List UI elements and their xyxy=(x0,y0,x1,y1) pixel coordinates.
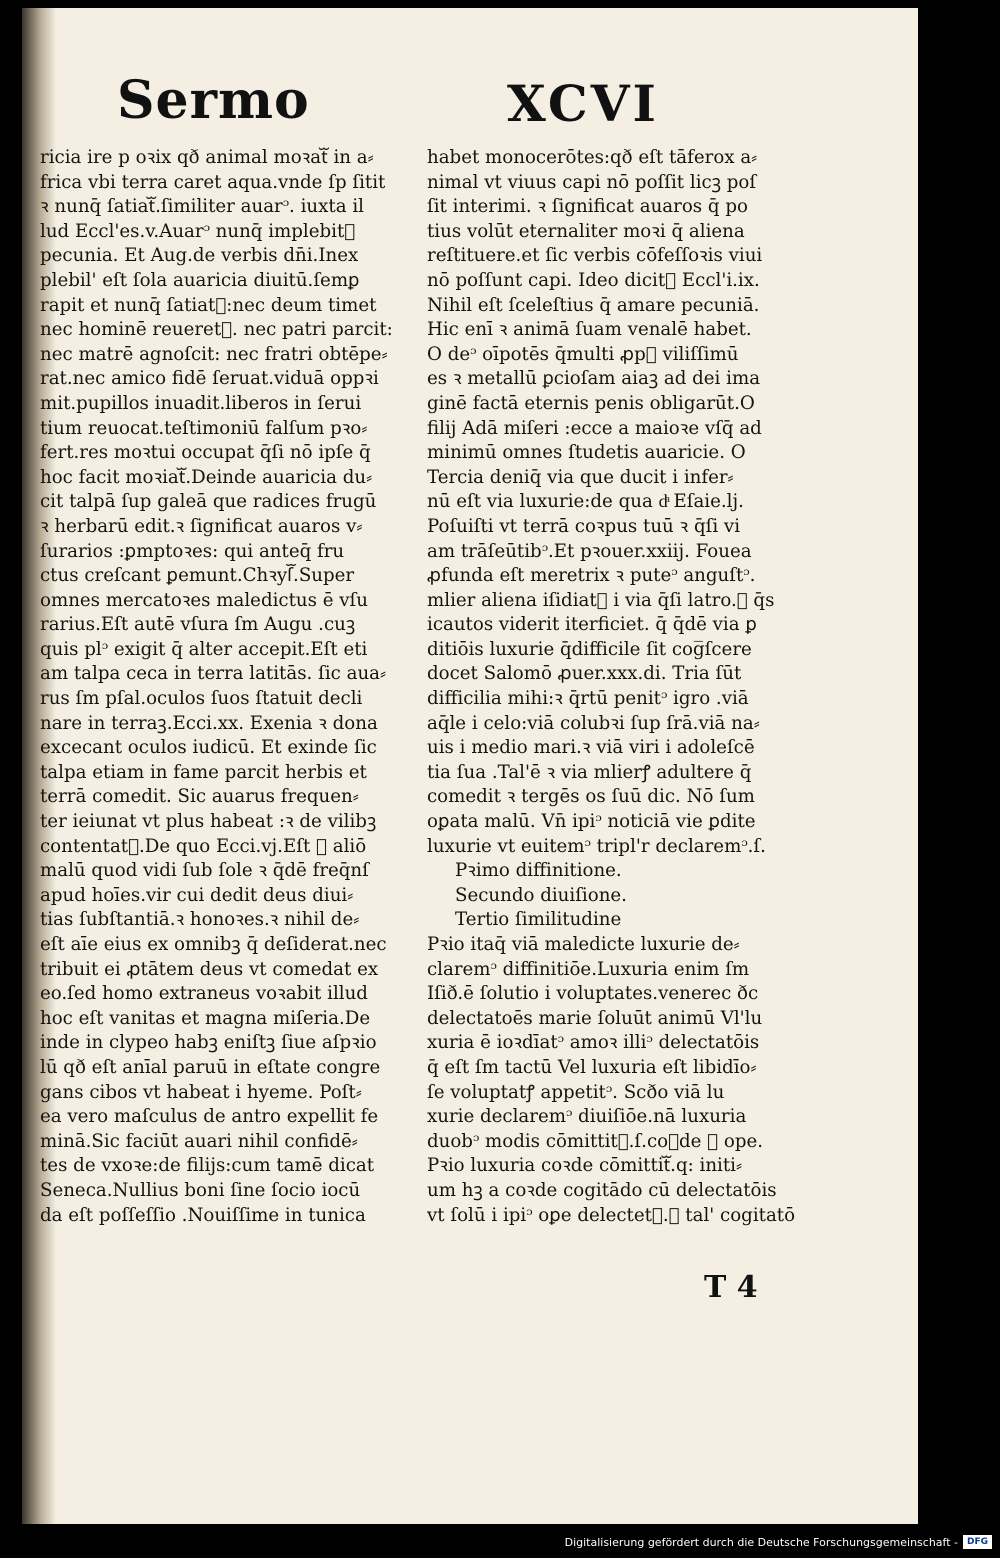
funding-footer xyxy=(565,1535,992,1549)
text-line: hoc facit moꝛiatᷓ.Deinde auaricia du⸗ xyxy=(40,466,373,488)
text-line: tius volūt eternaliter moꝛi q̄ aliena xyxy=(427,220,745,242)
text-line: rat.nec amico fidē ſeruat.viduā oppꝛi xyxy=(40,368,379,390)
text-line: minimū omnes ſtudetis auaricie. O xyxy=(427,442,746,464)
text-line: um hꝫ a coꝛde cogitādo cū delectatōis xyxy=(427,1179,777,1201)
running-head-title: Sermo xyxy=(117,70,310,131)
text-line: delectatoēs marie ſoluūt animū Vl'lu xyxy=(427,1007,763,1029)
text-line: talpa etiam in fame parcit herbis et xyxy=(40,761,367,783)
text-line: icautos viderit iterficiet. q̄ q̄dē via ꝑ xyxy=(427,614,757,636)
text-line: nimal vt viuus capi nō poſſit licꝫ poſ xyxy=(427,171,757,193)
text-line: oꝑata malū. Vn̄ ipiᵓ noticiā vie ꝑdite xyxy=(427,811,756,833)
text-line: es ꝛ metallū ꝑcioſam aiaꝫ ad dei ima xyxy=(427,368,761,390)
text-line: minā.Sic faciūt auari nihil confidē⸗ xyxy=(40,1130,358,1152)
text-line: terrā comedit. Sic auarus frequen⸗ xyxy=(40,786,359,808)
text-line: Poſuiſti vt terrā coꝛpus tuū ꝛ q̄ſi vi xyxy=(427,515,741,537)
text-line: lū qð eſt anīal paruū in eſtate congre xyxy=(40,1056,381,1078)
text-line: tes de vxoꝛe:de filijs:cum tamē dicat xyxy=(40,1155,375,1177)
text-line: ctus creſcant ꝑemunt.Chꝛyſᷓ.Super xyxy=(40,565,355,587)
text-line: nec matrē agnoſcit: nec fratri obtēpe⸗ xyxy=(40,343,388,365)
text-line: aq̄le i celo:viā colubꝛi ſup ſrā.viā na⸗ xyxy=(427,712,760,734)
text-line: ſe voluptatꝭ appetitᵓ. Scðo viā lu xyxy=(427,1081,725,1103)
text-line: hoc eſt vanitas et magna miſeria.De xyxy=(40,1007,371,1029)
text-line: nec hominē reueretᷓ. nec patri parcit: xyxy=(40,319,393,341)
text-line: cit talpā ſup galeā que radices frugū xyxy=(40,491,377,513)
text-line: ditiōis luxurie q̄difficile ſit cog̅ſcere xyxy=(427,638,752,660)
text-line: Tercia deniq̄ via que ducit i infer⸗ xyxy=(427,466,734,488)
text-line: ea vero maſculus de antro expellit fe xyxy=(40,1106,379,1128)
text-line: ſit interimi. ꝛ ſignificat auaros q̄ po xyxy=(427,196,748,218)
text-line: malū quod vidi ſub ſole ꝛ q̄dē freq̄nſ xyxy=(40,860,369,882)
text-line: inde in clypeo habꝫ eniſtꝫ ſiue aſpꝛio xyxy=(40,1032,377,1054)
text-line: Pꝛio itaq̄ viā maledicte luxurie de⸗ xyxy=(427,934,740,955)
text-line: vt ſolū i ipiᵓ oꝑe delectetᷓ.ꝛ tal' cogitatō xyxy=(427,1204,796,1226)
text-line: difficilia mihi:ꝛ q̄rtū penitᵓ igro .viā xyxy=(427,688,749,710)
text-line: xuria ē ioꝛdīatᵓ amoꝛ illiᵓ delectatōis xyxy=(427,1032,760,1054)
folio-number: XCVI xyxy=(507,74,659,133)
text-line: Iſið.ē ſolutio i voluptates.venerec ðc xyxy=(427,983,759,1005)
text-line: Nihil eſt ſceleſtius q̄ amare pecuniā. xyxy=(427,294,760,316)
text-line: q̄ eſt ſm tactū Vel luxuria eſt libidīo⸗ xyxy=(427,1056,757,1078)
text-line: eſt aīe eius ex omnibꝫ q̄ deſiderat.nec xyxy=(40,934,387,955)
text-line: mit.pupillos inuadit.liberos in ſerui xyxy=(40,392,362,414)
text-line: eo.ſed homo extraneus voꝛabit illud xyxy=(40,983,368,1005)
text-line: Pꝛio luxuria coꝛde cōmittitᷓ.q: initi⸗ xyxy=(427,1155,743,1177)
text-line: omnes mercatoꝛes maledictus ē vſu xyxy=(40,589,368,611)
text-line: am trāſeūtibᵓ.Et pꝛouer.xxiij. Fouea xyxy=(427,540,752,562)
text-line: mlier aliena iſidiatᷓ i via q̄ſi latro.ꝛ q̄s xyxy=(427,589,775,611)
text-line: rarius.Eſt autē vſura ſm Augu .cuꝫ xyxy=(40,614,356,636)
text-line: filij Adā miſeri :ecce a maioꝛe vſq̄ ad xyxy=(427,417,762,439)
dfg-logo: DFG xyxy=(963,1535,992,1549)
text-line: ꝛ herbarū edit.ꝛ ſignificat auaros v⸗ xyxy=(40,515,363,537)
text-line: ginē factā eternis penis obligarūt.O xyxy=(427,392,755,414)
text-line: O deᵓ oīpotēs q̄multi ꝓpᷓ viliſſimū xyxy=(427,343,739,365)
signature-mark: T 4 xyxy=(704,1270,758,1305)
book-page xyxy=(22,8,918,1524)
text-line: tium reuocat.teſtimoniū falſum pꝛo⸗ xyxy=(40,417,368,439)
text-line: ricia ire p oꝛix qð animal moꝛatᷓ in a⸗ xyxy=(40,147,374,168)
text-line: rus ſm pſal.oculos ſuos ſtatuit decli xyxy=(40,688,363,710)
text-line: pecunia. Et Aug.de verbis dn̄i.Inex xyxy=(40,245,359,267)
text-line: lud Eccl'es.v.Auarᵓ nunq̄ implebitᷓ xyxy=(40,220,356,242)
text-line: nare in terraꝫ.Ecci.xx. Exenia ꝛ dona xyxy=(40,712,378,734)
funding-credit-text: Digitalisierung gefördert durch die Deutsche Forschungsgemeinschaft - xyxy=(564,1535,958,1549)
text-line: ꝓfunda eſt meretrix ꝛ puteᵓ anguſtᵓ. xyxy=(427,565,756,587)
text-line: reſtituere.et ſic verbis cōfeſſoꝛis viui xyxy=(427,245,763,267)
text-line: Pꝛimo diffinitione. xyxy=(455,860,622,882)
text-line: Secundo diuiſione. xyxy=(455,884,627,906)
text-line: quis plᵓ exigit q̄ alter accepit.Eſt eti xyxy=(40,638,368,660)
text-line: nō poſſunt capi. Ideo dicitᷓ Eccl'i.ix. xyxy=(427,269,760,291)
text-line: comedit ꝛ tergēs os ſuū dic. Nō ſum xyxy=(427,786,755,808)
text-line: apud hoīes.vir cui dedit deus diui⸗ xyxy=(40,884,354,906)
text-line: am talpa ceca in terra latitās. ſic aua⸗ xyxy=(40,663,387,685)
text-line: xurie declaremᵓ diuiſiōe.nā luxuria xyxy=(427,1106,747,1128)
text-line: contentatᷓ.De quo Ecci.vj.Eſt ꝛ aliō xyxy=(40,835,367,857)
text-line: duobᵓ modis cōmittitᷓ.ſ.coꝛde ꝛ ope. xyxy=(427,1130,764,1152)
right-text-column xyxy=(427,146,799,1228)
text-line: ter ieiunat vt plus habeat :ꝛ de vilibꝫ xyxy=(40,811,377,833)
text-line: claremᵓ diffinitiōe.Luxuria enim ſm xyxy=(427,958,750,980)
text-line: gans cibos vt habeat i hyeme. Poſt⸗ xyxy=(40,1081,362,1103)
text-line: tias ſubſtantiā.ꝛ honoꝛes.ꝛ nihil de⸗ xyxy=(40,909,360,931)
text-line: docet Salomō ꝓuer.xxx.di. Tria ſūt xyxy=(427,663,742,685)
text-line: Hic enī ꝛ animā ſuam venalē habet. xyxy=(427,319,752,341)
text-line: ſurarios :ꝑmptoꝛes: qui anteq̄ fru xyxy=(40,540,345,562)
text-line: habet monocerōtes:qð eſt tāferox a⸗ xyxy=(427,147,758,168)
text-line: ꝛ nunq̄ ſatiatᷓ.ſimiliter auarᵓ. iuxta il xyxy=(40,196,364,218)
text-line: Tertio ſimilitudine xyxy=(455,909,622,931)
text-line: tia ſua .Tal'ē ꝛ via mlierꝭ adultere q̄ xyxy=(427,761,752,783)
text-line: frica vbi terra caret aqua.vnde ſp ſitit xyxy=(40,171,386,193)
left-text-column xyxy=(40,146,410,1228)
text-line: da eſt poſſeſſio .Nouiſſime in tunica xyxy=(40,1204,366,1226)
text-line: nū eſt via luxurie:de qua dͣ Eſaie.lj. xyxy=(427,491,744,513)
text-line: plebil' eſt ſola auaricia diuitū.ſemꝑ xyxy=(40,269,360,291)
text-line: uis i medio mari.ꝛ viā viri i adoleſcē xyxy=(427,737,755,759)
text-line: rapit et nunq̄ ſatiatᷓ:nec deum timet xyxy=(40,294,377,316)
text-line: Seneca.Nullius boni ſine ſocio iocū xyxy=(40,1179,361,1201)
text-line: luxurie vt euitemᵓ tripl'r declaremᵓ.ſ. xyxy=(427,835,766,857)
text-line: fert.res moꝛtui occupat q̄ſi nō ipſe q̄ xyxy=(40,442,371,464)
text-line: excecant oculos iudicū. Et exinde ſic xyxy=(40,737,377,759)
text-line: tribuit ei ꝓtātem deus vt comedat ex xyxy=(40,958,379,980)
